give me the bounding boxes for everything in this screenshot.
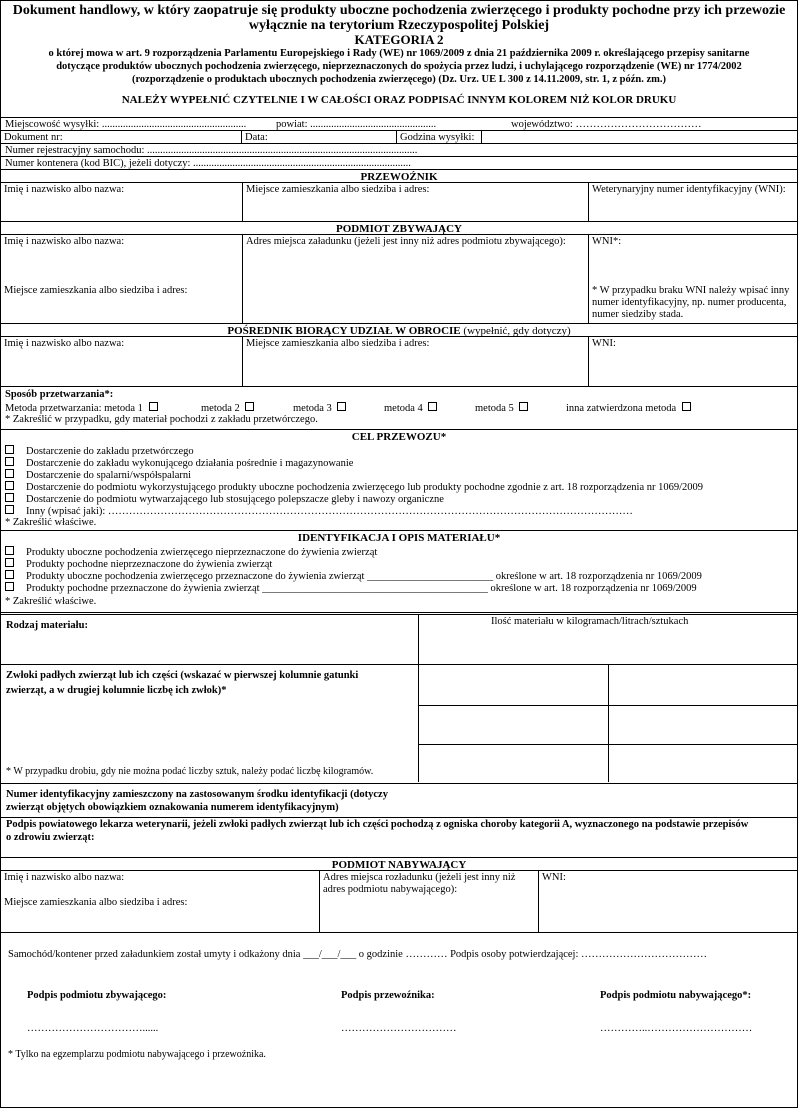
method-5-label: metoda 5 [475,403,514,414]
carrier-address-label: Miejsce zamieszkania albo siedziba i adres: [246,184,430,195]
processing-method-other[interactable] [566,402,703,415]
material-table-top [1,612,797,613]
vet-signature-label-1: Podpis powiatowego lekarza weterynarii, jeżeli zwłoki padłych zwierząt lub ich części pochodzą z ogniska choroby kategorii A, wyznaczonego na podstawie przepisów [6,819,749,830]
material-quantity-field[interactable] [421,629,793,663]
method-other-checkbox[interactable] [682,402,691,411]
supplier-wni-label: WNI*: [592,236,622,247]
purpose-option-6[interactable] [5,505,633,518]
supplier-signature-label: Podpis podmiotu zbywającego: [27,990,167,1001]
purpose-option-label: Dostarczenie do podmiotu wykorzystującego produkty uboczne pochodzenia zwierzęcego lub produkty pochodne zgodnie z art. 18 rozporządzenia nr 1069/2009 [26,482,704,493]
vet-signature-label-2: o zdrowiu zwierząt: [6,832,95,843]
carrier-wni-label: Weterynaryjny numer identyfikacyjny (WNI): [592,184,786,195]
carcass-count-3[interactable] [610,746,795,781]
material-option-label: Produkty pochodne nieprzeznaczone do żywienia zwierząt [26,559,273,570]
purpose-checkbox[interactable] [5,493,14,502]
vet-row-top [1,817,797,818]
carcass-count-divider [608,664,609,782]
container-number-field[interactable]: Numer kontenera (kod BIC), jeżeli dotyczy: ................................................................................... [5,158,411,169]
supplier-loading-label: Adres miejsca załadunku (jeżeli jest inny niż adres podmiotu zbywającego): [246,236,566,247]
recipient-unloading-label-2: adres podmiotu nabywającego): [323,884,458,895]
intermediary-title-row [1,323,797,336]
method-1-label: Metoda przetwarzania: metoda 1 [5,403,143,414]
fill-instruction: NALEŻY WYPEŁNIĆ CZYTELNIE I W CAŁOŚCI ORAZ PODPISAĆ INNYM KOLOREM NIŻ KOLOR DRUKU [121,94,677,106]
material-checkbox[interactable] [5,582,14,591]
purpose-section [1,429,797,530]
title-line-2: wyłącznie na terytorium Rzeczypospolitej Polskiej [248,18,550,33]
intermediary-title-bold: POŚREDNIK BIORĄCY UDZIAŁ W OBROCIE [227,325,461,337]
purpose-checkbox[interactable] [5,445,14,454]
carrier-title-row [1,169,797,182]
purpose-section-title: CEL PRZEWOZU* [351,431,447,443]
supplier-wni-note-1: * W przypadku braku WNI należy wpisać inny [592,285,790,296]
id-number-label-2: zwierząt objętych obowiązkiem oznakowania numerem identyfikacyjnym) [6,802,339,813]
method-other-label: inna zatwierdzona metoda [566,403,677,414]
document-number-label: Dokument nr: [4,132,63,143]
footer-top-line [1,932,797,933]
material-option-label: Produkty pochodne przeznaczone do żywienia zwierząt ___________________________________________ określone w art. 18 rozporządzenia nr 1069/2009 [26,583,697,594]
id-number-label-1: Numer identyfikacyjny zamieszczony na zastosowanym środku identyfikacji (dotyczy [6,789,388,800]
intermediary-address-field[interactable] [242,337,588,386]
document-number-field[interactable] [1,131,241,143]
material-note: * Zakreślić właściwe. [5,596,97,607]
method-3-label: metoda 3 [293,403,332,414]
purpose-option-label: Dostarczenie do spalarni/współspalarni [26,470,192,481]
recipient-title-row [1,857,797,870]
material-checkbox[interactable] [5,558,14,567]
purpose-checkbox[interactable] [5,481,14,490]
processing-method-4[interactable] [384,402,449,415]
recipient-signature-label: Podpis podmiotu nabywającego*: [600,990,752,1001]
recipient-wni-label: WNI: [542,872,566,883]
supplier-wni-note-2: numer identyfikacyjny, np. numer producenta, [592,297,787,308]
carrier-address-field[interactable] [242,183,588,221]
id-number-field[interactable] [421,785,793,816]
intermediary-title-note: (wypełnić, gdy dotyczy) [460,325,571,337]
carcasses-label-2: zwierząt, a w drugiej kolumnie liczbę ich zwłok)* [6,685,227,696]
recipient-section-title: PODMIOT NABYWAJĄCY [331,859,467,871]
material-option-label: Produkty uboczne pochodzenia zwierzęcego nieprzeznaczone do żywienia zwierząt [26,547,378,558]
supplier-section-title: PODMIOT ZBYWAJĄCY [335,223,462,235]
document-header [1,1,797,106]
poultry-note: * W przypadku drobiu, gdy nie można podać liczby sztuk, należy podać liczbę kilogramów. [6,766,374,777]
recipient-signature-field[interactable]: …………..………………………… [600,1023,753,1034]
carcass-row-1-line [418,705,797,706]
supplier-name-label: Imię i nazwisko albo nazwa: [4,236,125,247]
carcass-species-2[interactable] [420,707,606,743]
category-label: KATEGORIA 2 [354,32,444,47]
legal-basis-3: (rozporządzenie o produktach ubocznych pochodzenia zwierzęcego) (Dz. Urz. UE L 300 z 14.11.2009, str. 1, z późn. zm.) [131,74,667,85]
purpose-checkbox[interactable] [5,505,14,514]
processing-note: * Zakreślić w przypadku, gdy materiał pochodzi z zakładu przetwórczego. [5,414,318,425]
carcass-species-3[interactable] [420,746,606,781]
carcass-count-2[interactable] [610,707,795,743]
supplier-row [1,234,797,323]
method-2-checkbox[interactable] [245,402,254,411]
supplier-name-address-field[interactable] [1,235,242,323]
method-2-label: metoda 2 [201,403,240,414]
material-option-label: Produkty uboczne pochodzenia zwierzęcego przeznaczone do żywienia zwierząt ________________________ określone w art. 18 rozporządzenia nr 1069/2009 [26,571,702,582]
recipient-name-address-field[interactable] [1,871,319,932]
intermediary-address-label: Miejsce zamieszkania albo siedziba i adres: [246,338,430,349]
footer-note: * Tylko na egzemplarzu podmiotu nabywającego i przewoźnika. [8,1049,266,1060]
material-checkbox[interactable] [5,570,14,579]
purpose-note: * Zakreślić właściwe. [5,517,97,528]
material-quantity-label: Ilość materiału w kilogramach/litrach/sztukach [491,616,689,627]
material-table-divider [418,614,419,782]
carcass-table-top [1,664,797,665]
method-4-label: metoda 4 [384,403,423,414]
id-number-row-top [1,783,797,784]
recipient-name-label: Imię i nazwisko albo nazwa: [4,872,125,883]
processing-title: Sposób przetwarzania*: [5,389,114,400]
carrier-signature-label: Podpis przewoźnika: [341,990,435,1001]
dispatch-time-label: Godzina wysyłki: [400,132,475,143]
carrier-signature-field[interactable]: …………………………… [341,1023,457,1034]
title-line-1: Dokument handlowy, w który zaopatruje się produkty uboczne pochodzenia zwierzęcego i produkty pochodne przy ich przewozie [12,3,786,18]
method-1-checkbox[interactable] [149,402,158,411]
material-option-4[interactable] [5,582,697,595]
intermediary-wni-field[interactable] [588,337,797,386]
carrier-row [1,182,797,221]
county-field[interactable]: powiat: ................................................ [276,119,437,130]
document-number-row [1,130,797,143]
recipient-address-label: Miejsce zamieszkania albo siedziba i adres: [4,897,188,908]
cleaning-confirmation-field[interactable]: Samochód/kontener przed załadunkiem został umyty i odkażony dnia ___/___/___ o godzinie ………… Podpis osoby potwierdzającej: ……………………………… [8,949,708,960]
method-5-checkbox[interactable] [519,402,528,411]
material-section-title: IDENTYFIKACJA I OPIS MATERIAŁU* [297,532,501,544]
carrier-name-label: Imię i nazwisko albo nazwa: [4,184,125,195]
legal-basis-2: dotyczące produktów ubocznych pochodzenia zwierzęcego, nieprzeznaczonych do spożycia przez ludzi, i uchylającego rozporządzenie (WE) nr 1774/2002 [56,61,742,72]
purpose-checkbox[interactable] [5,457,14,466]
supplier-title-row [1,221,797,234]
purpose-checkbox[interactable] [5,469,14,478]
carrier-section-title: PRZEWOŹNIK [360,171,438,183]
legal-basis-1: o której mowa w art. 9 rozporządzenia Parlamentu Europejskiego i Rady (WE) nr 1069/2009 z dnia 21 października 2009 r. określającego przepisy sanitarne [48,48,750,59]
material-type-field[interactable] [5,615,415,663]
intermediary-wni-label: WNI: [592,338,616,349]
supplier-wni-note-3: numer siedziby stada. [592,309,684,320]
recipient-wni-field[interactable] [538,871,797,932]
purpose-option-label: Dostarczenie do zakładu wykonującego działania pośrednie i magazynowanie [26,458,354,469]
dispatch-time-label-cell [396,131,481,143]
recipient-unloading-label-1: Adres miejsca rozładunku (jeżeli jest inny niż [323,872,516,883]
dispatch-time-field[interactable] [481,131,797,143]
intermediary-row [1,336,797,386]
processing-section [1,386,797,429]
processing-method-5[interactable] [475,402,540,415]
shipment-place-row [1,117,797,130]
carrier-name-field[interactable] [1,183,242,221]
carcasses-label-1: Zwłoki padłych zwierząt lub ich części (wskazać w pierwszej kolumnie gatunki [6,670,359,681]
supplier-signature-field[interactable]: ……………………………...... [27,1023,159,1034]
vet-signature-field[interactable] [201,833,793,855]
supplier-wni-field[interactable] [588,235,797,323]
material-type-label: Rodzaj materiału: [6,620,88,631]
date-field[interactable] [241,131,396,143]
vehicle-registration-field[interactable]: Numer rejestracyjny samochodu: ....................................................................................................... [5,145,418,156]
purpose-option-label: Dostarczenie do zakładu przetwórczego [26,446,194,457]
method-4-checkbox[interactable] [428,402,437,411]
recipient-unloading-field[interactable] [319,871,538,932]
carcass-row-2-line [418,744,797,745]
material-checkbox[interactable] [5,546,14,555]
voivodeship-field[interactable]: województwo: ……………………………… [511,119,702,130]
vehicle-row [1,143,797,156]
purpose-option-label: Dostarczenie do podmiotu wytwarzającego lub stosującego polepszacze gleby i nawozy organiczne [26,494,444,505]
carrier-wni-field[interactable] [588,183,797,221]
material-section [1,530,797,610]
carcass-count-1[interactable] [610,666,795,704]
recipient-row [1,870,797,932]
supplier-address-label: Miejsce zamieszkania albo siedziba i adres: [4,285,188,296]
intermediary-name-field[interactable] [1,337,242,386]
supplier-loading-address-field[interactable] [242,235,588,323]
carcass-species-1[interactable] [420,666,606,704]
purpose-option-label: Inny (wpisać jaki): …………………………………………………………………………………………………………………………………… [26,506,633,517]
method-3-checkbox[interactable] [337,402,346,411]
intermediary-name-label: Imię i nazwisko albo nazwa: [4,338,125,349]
shipment-place-field[interactable]: Miejscowość wysyłki: ....................................................... [5,119,247,130]
container-row [1,156,797,169]
date-label: Data: [245,132,268,143]
